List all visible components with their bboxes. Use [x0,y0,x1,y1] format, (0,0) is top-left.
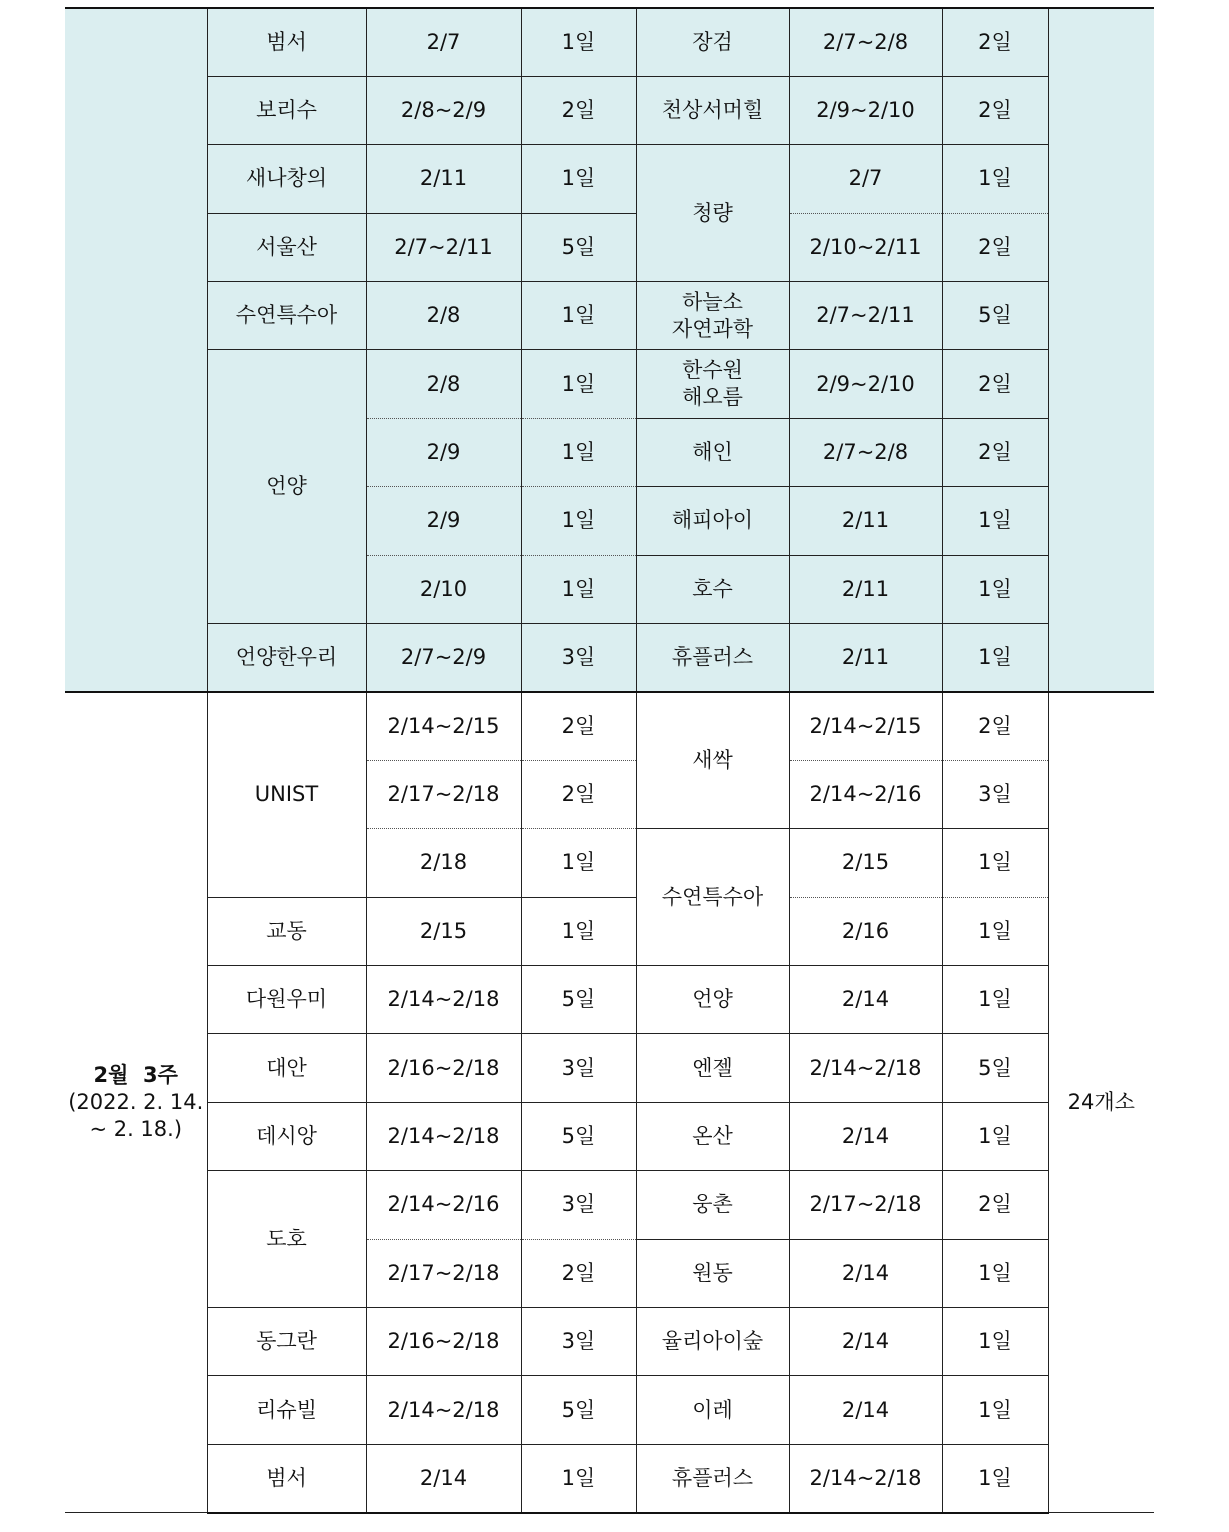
center-name: 해인 [636,418,789,486]
center-name: 청량 [636,145,789,282]
date-cell: 2/8 [366,282,521,350]
days-cell: 5일 [521,965,636,1033]
date-cell: 2/18 [366,829,521,897]
date-cell: 2/7~2/9 [366,624,521,692]
count-cell [1048,8,1154,692]
date-cell: 2/14~2/18 [366,965,521,1033]
days-cell: 5일 [521,1376,636,1444]
date-cell: 2/8 [366,350,521,418]
date-cell: 2/11 [789,487,942,555]
date-cell: 2/14~2/16 [789,760,942,828]
date-cell: 2/7~2/11 [366,213,521,281]
days-cell: 1일 [942,1239,1048,1307]
center-name: 원동 [636,1239,789,1307]
center-name: 언양한우리 [207,624,366,692]
date-cell: 2/16~2/18 [366,1307,521,1375]
center-name: 언양 [636,965,789,1033]
date-cell: 2/15 [366,897,521,965]
week-label: 2월 3주 [93,1063,178,1087]
date-cell: 2/11 [789,624,942,692]
date-cell: 2/9 [366,487,521,555]
days-cell: 1일 [521,1444,636,1512]
days-cell: 2일 [942,213,1048,281]
days-cell: 2일 [942,1171,1048,1239]
center-name: 해피아이 [636,487,789,555]
facility-count: 24개소 [1048,692,1154,1513]
center-name: 데시앙 [207,1102,366,1170]
center-name: 범서 [207,8,366,76]
days-cell: 3일 [521,1171,636,1239]
table-row [65,213,1154,281]
center-name: 장검 [636,8,789,76]
table-row [65,8,1154,76]
days-cell: 2일 [942,8,1048,76]
center-name: 율리아이숲 [636,1307,789,1375]
table-row [65,1034,1154,1102]
days-cell: 1일 [521,145,636,213]
date-cell: 2/10 [366,555,521,623]
date-cell: 2/14 [366,1444,521,1512]
center-name: 휴플러스 [636,624,789,692]
table-row [65,76,1154,144]
date-cell: 2/14~2/15 [789,692,942,760]
table-row [65,350,1154,418]
days-cell: 1일 [521,350,636,418]
center-name: 대안 [207,1034,366,1102]
date-cell: 2/7~2/8 [789,8,942,76]
days-cell: 1일 [942,1307,1048,1375]
days-cell: 3일 [521,1034,636,1102]
center-name: 휴플러스 [636,1444,789,1512]
days-cell: 5일 [942,282,1048,350]
days-cell: 2일 [521,1239,636,1307]
date-cell: 2/7~2/11 [789,282,942,350]
days-cell: 1일 [942,829,1048,897]
days-cell: 5일 [521,213,636,281]
days-cell: 1일 [942,897,1048,965]
date-cell: 2/7 [366,8,521,76]
center-name: 엔젤 [636,1034,789,1102]
days-cell: 1일 [521,487,636,555]
days-cell: 2일 [942,418,1048,486]
table-row [65,965,1154,1033]
days-cell: 1일 [521,8,636,76]
date-cell: 2/16 [789,897,942,965]
days-cell: 1일 [942,624,1048,692]
date-cell: 2/17~2/18 [366,760,521,828]
days-cell: 1일 [942,487,1048,555]
date-cell: 2/15 [789,829,942,897]
days-cell: 3일 [521,1307,636,1375]
center-name: 호수 [636,555,789,623]
table-row [65,1444,1154,1512]
center-name: 온산 [636,1102,789,1170]
days-cell: 1일 [942,555,1048,623]
date-cell: 2/16~2/18 [366,1034,521,1102]
date-cell: 2/14~2/16 [366,1171,521,1239]
days-cell: 3일 [942,760,1048,828]
center-name: 수연특수아 [207,282,366,350]
date-cell: 2/7~2/8 [789,418,942,486]
table-row [65,1307,1154,1375]
date-cell: 2/7 [789,145,942,213]
center-name: 리슈빌 [207,1376,366,1444]
table-row [65,692,1154,760]
center-name: UNIST [207,692,366,897]
days-cell: 1일 [942,1444,1048,1512]
date-cell: 2/11 [366,145,521,213]
days-cell: 1일 [942,1376,1048,1444]
center-name: 한수원 해오름 [636,350,789,418]
table-row [65,145,1154,213]
days-cell: 2일 [521,760,636,828]
date-cell: 2/14 [789,965,942,1033]
week-date-range: (2022. 2. 14. ~ 2. 18.) [68,1090,204,1141]
table-row [65,1376,1154,1444]
days-cell: 2일 [942,350,1048,418]
date-cell: 2/14 [789,1307,942,1375]
center-name: 보리수 [207,76,366,144]
days-cell: 1일 [521,829,636,897]
days-cell: 1일 [521,897,636,965]
center-name: 동그란 [207,1307,366,1375]
date-cell: 2/8~2/9 [366,76,521,144]
days-cell: 1일 [521,555,636,623]
days-cell: 1일 [942,965,1048,1033]
date-cell: 2/14~2/18 [789,1034,942,1102]
week-label-cell [65,8,207,692]
center-name: 천상서머힐 [636,76,789,144]
date-cell: 2/9 [366,418,521,486]
days-cell: 1일 [521,418,636,486]
schedule-table [65,7,1154,1514]
week-label-cell [65,692,207,1513]
table-row [65,1102,1154,1170]
days-cell: 3일 [521,624,636,692]
table-row [65,624,1154,692]
days-cell: 1일 [942,1102,1048,1170]
center-name: 이레 [636,1376,789,1444]
center-name: 수연특수아 [636,829,789,966]
center-name: 하늘소 자연과학 [636,282,789,350]
center-name: 다원우미 [207,965,366,1033]
table-row [65,897,1154,965]
days-cell: 2일 [521,76,636,144]
days-cell: 2일 [942,76,1048,144]
days-cell: 5일 [521,1102,636,1170]
days-cell: 5일 [942,1034,1048,1102]
center-name: 서울산 [207,213,366,281]
date-cell: 2/14 [789,1102,942,1170]
days-cell: 1일 [521,282,636,350]
date-cell: 2/14~2/18 [366,1376,521,1444]
days-cell: 2일 [942,692,1048,760]
date-cell: 2/10~2/11 [789,213,942,281]
date-cell: 2/14~2/18 [789,1444,942,1512]
date-cell: 2/14 [789,1239,942,1307]
center-name: 새나창의 [207,145,366,213]
date-cell: 2/9~2/10 [789,350,942,418]
date-cell: 2/14~2/18 [366,1102,521,1170]
table-row [65,282,1154,350]
center-name: 새싹 [636,692,789,829]
days-cell: 1일 [942,145,1048,213]
date-cell: 2/14 [789,1376,942,1444]
table-row [65,1171,1154,1239]
center-name: 범서 [207,1444,366,1512]
days-cell: 2일 [521,692,636,760]
date-cell: 2/17~2/18 [366,1239,521,1307]
date-cell: 2/17~2/18 [789,1171,942,1239]
center-name: 언양 [207,350,366,624]
date-cell: 2/9~2/10 [789,76,942,144]
center-name: 교동 [207,897,366,965]
date-cell: 2/14~2/15 [366,692,521,760]
center-name: 도호 [207,1171,366,1308]
center-name: 웅촌 [636,1171,789,1239]
date-cell: 2/11 [789,555,942,623]
